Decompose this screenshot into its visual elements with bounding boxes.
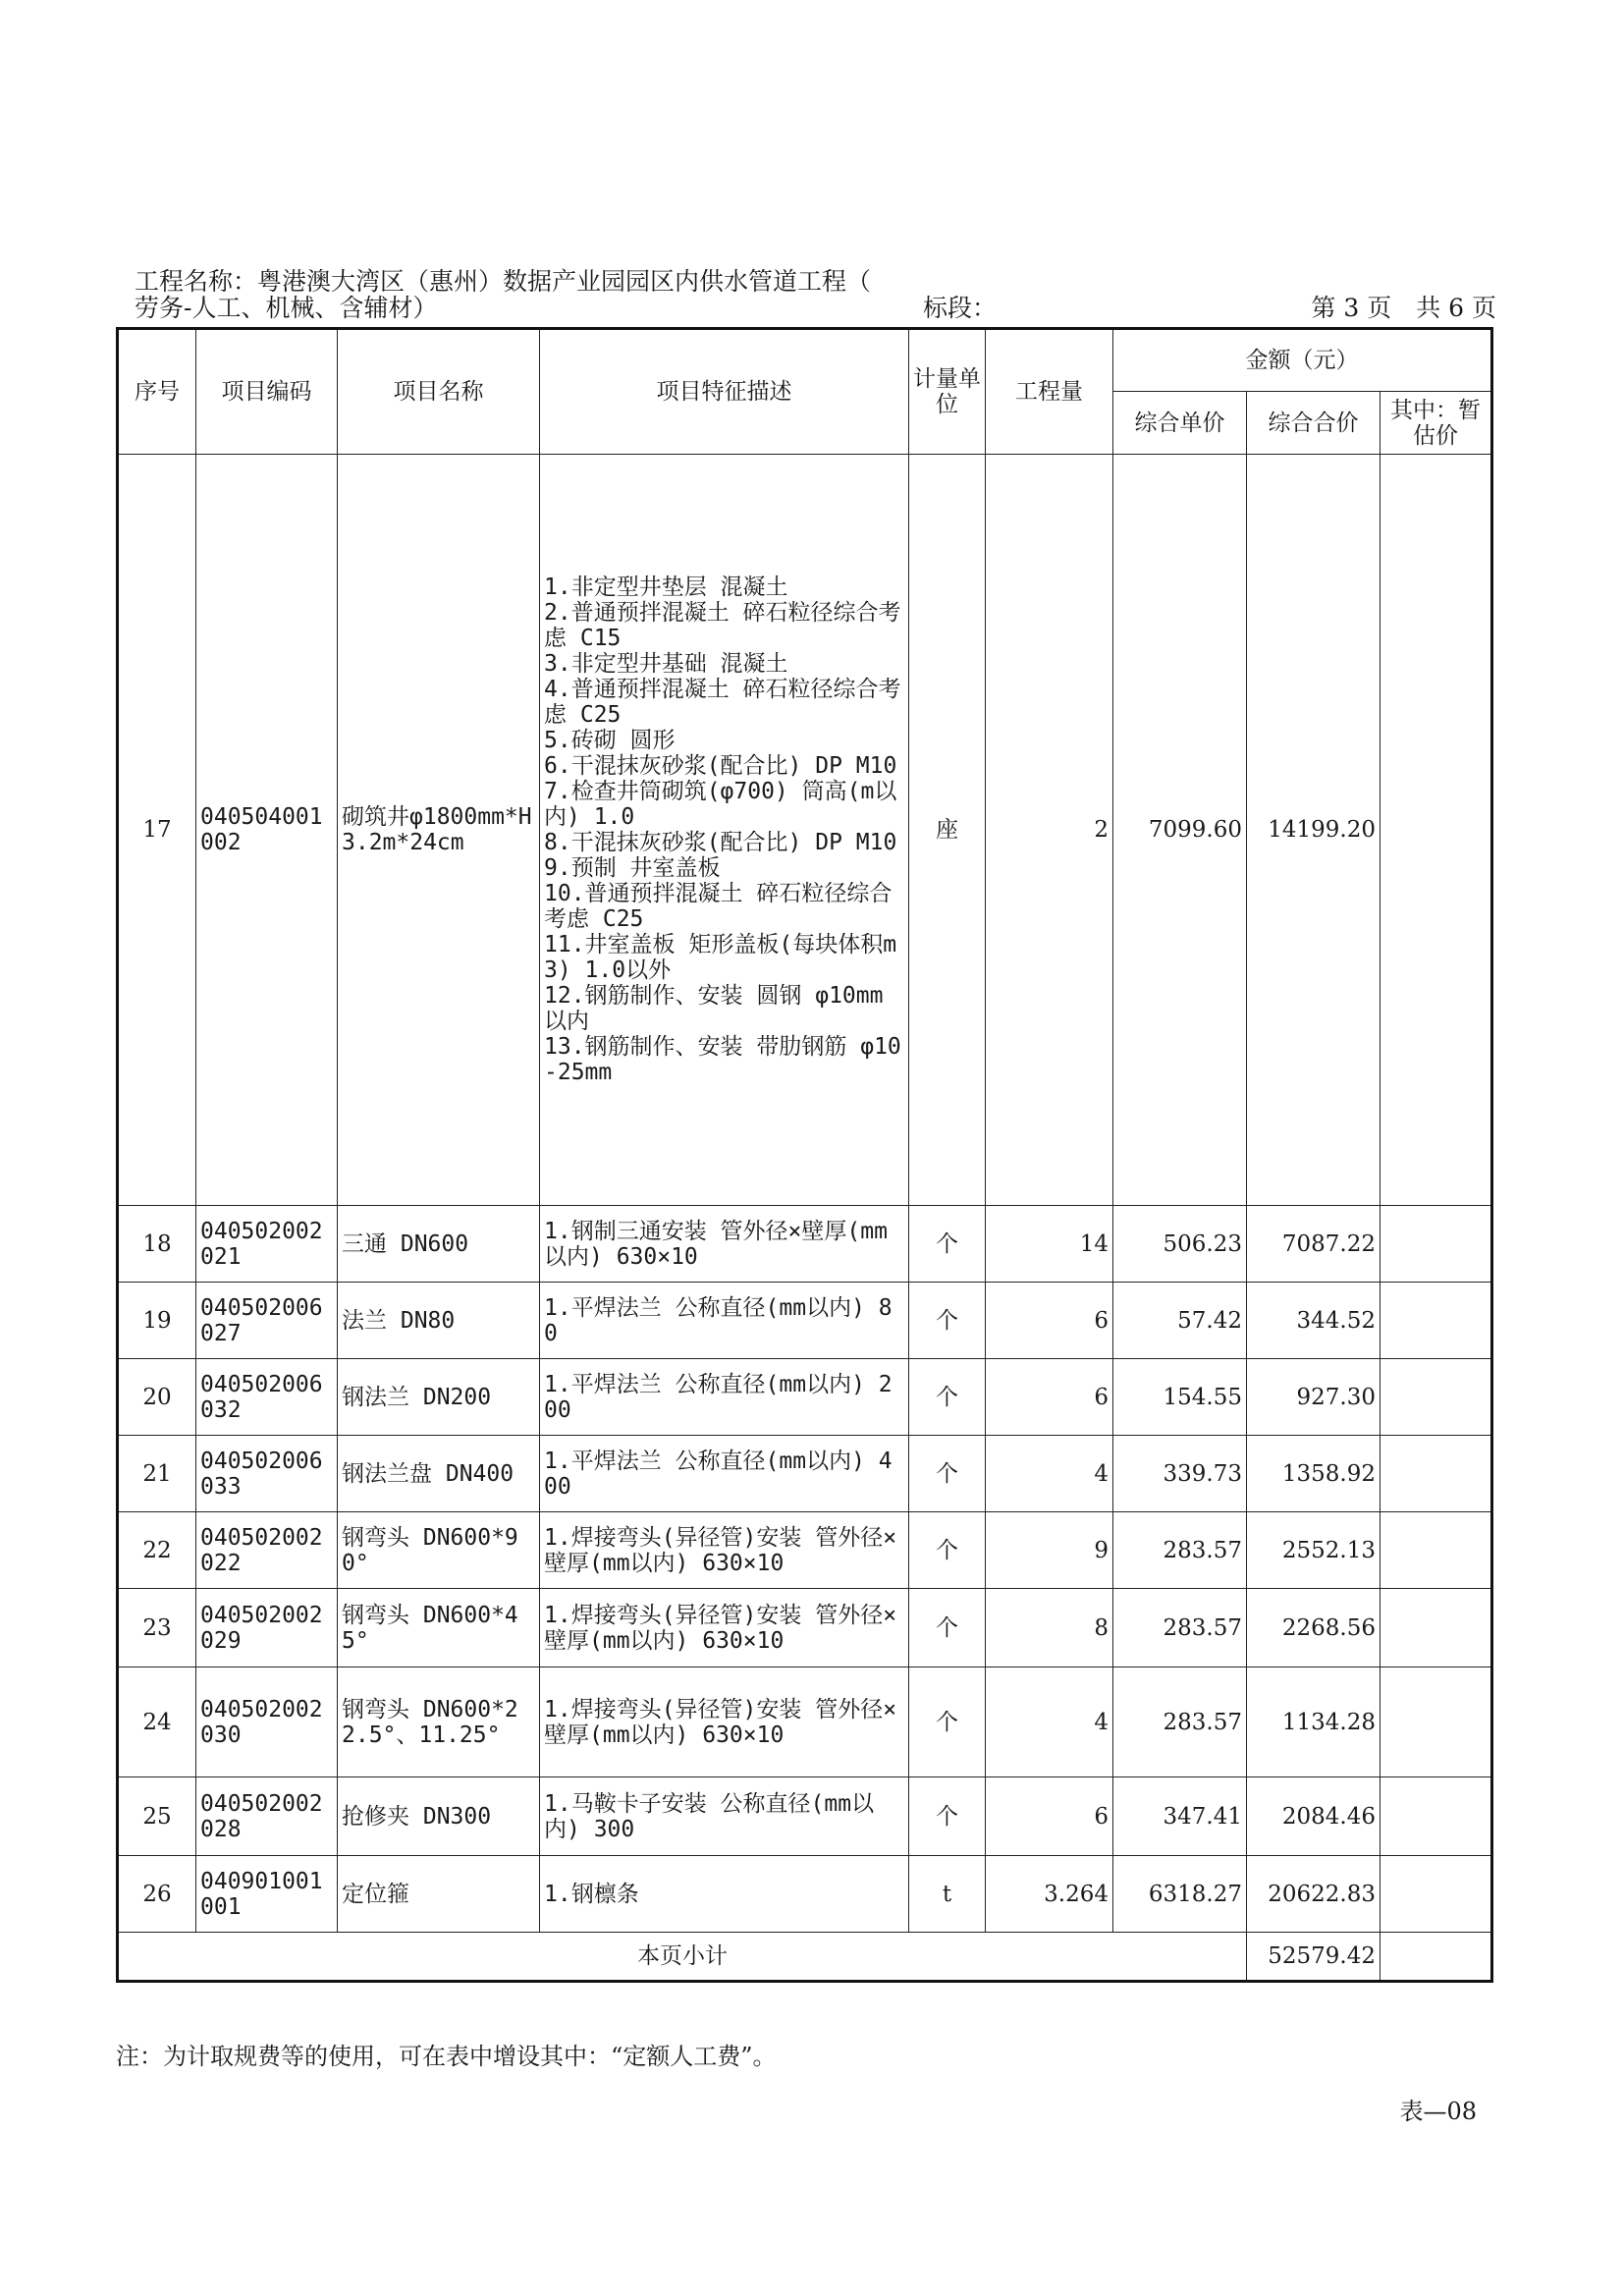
row-total-price: 927.30	[1247, 1359, 1380, 1436]
row-unit-price: 339.73	[1113, 1436, 1247, 1512]
table-row	[118, 1667, 1492, 1777]
row-name: 钢弯头 DN600*90°	[338, 1512, 540, 1589]
row-provisional	[1380, 455, 1492, 1206]
header-quantity: 工程量	[986, 329, 1113, 455]
row-name: 法兰 DN80	[338, 1283, 540, 1359]
row-code: 040502002021	[196, 1206, 338, 1283]
row-name: 抢修夹 DN300	[338, 1777, 540, 1856]
row-provisional	[1380, 1436, 1492, 1512]
row-total-price: 20622.83	[1247, 1856, 1380, 1933]
row-index: 20	[118, 1359, 196, 1436]
row-provisional	[1380, 1359, 1492, 1436]
row-unit: t	[909, 1856, 986, 1933]
project-name-line1: 工程名称：粤港澳大湾区（惠州）数据产业园园区内供水管道工程（	[135, 267, 872, 296]
row-unit: 个	[909, 1206, 986, 1283]
row-total-price: 344.52	[1247, 1283, 1380, 1359]
row-unit: 个	[909, 1667, 986, 1777]
row-code: 040504001002	[196, 455, 338, 1206]
row-index: 25	[118, 1777, 196, 1856]
row-unit: 个	[909, 1359, 986, 1436]
row-provisional	[1380, 1283, 1492, 1359]
row-provisional	[1380, 1856, 1492, 1933]
row-name: 定位箍	[338, 1856, 540, 1933]
row-description: 1.非定型井垫层 混凝土 2.普通预拌混凝土 碎石粒径综合考虑 C15 3.非定型井基础 混凝土 4.普通预拌混凝土 碎石粒径综合考虑 C25 5.砖砌 圆形 6.干混抹灰砂浆(配合比) DP M10 7.检查井筒砌筑(φ700) 筒高(m以内) 1.0 8.干混抹灰砂浆(配合比) DP M10 9.预制 井室盖板 10.普通预拌混凝土 碎石粒径综合考虑 C25 11.井室盖板 矩形盖板(每块体积m3) 1.0以外 12.钢筋制作、安装 圆钢 φ10mm以内 13.钢筋制作、安装 带肋钢筋 φ10-25mm	[540, 455, 909, 1206]
row-quantity: 6	[986, 1777, 1113, 1856]
row-name: 钢法兰 DN200	[338, 1359, 540, 1436]
row-code: 040502002030	[196, 1667, 338, 1777]
page-info: 第 3 页 共 6 页	[1311, 294, 1496, 322]
table-row	[118, 1856, 1492, 1933]
row-quantity: 4	[986, 1436, 1113, 1512]
row-code: 040502006027	[196, 1283, 338, 1359]
row-code: 040502006033	[196, 1436, 338, 1512]
row-quantity: 2	[986, 455, 1113, 1206]
subtotal-label: 本页小计	[118, 1933, 1247, 1982]
row-name: 钢弯头 DN600*45°	[338, 1589, 540, 1667]
row-description: 1.焊接弯头(异径管)安装 管外径×壁厚(mm以内) 630×10	[540, 1667, 909, 1777]
row-unit-price: 347.41	[1113, 1777, 1247, 1856]
row-code: 040502002022	[196, 1512, 338, 1589]
row-quantity: 6	[986, 1283, 1113, 1359]
table-row	[118, 1206, 1492, 1283]
row-provisional	[1380, 1589, 1492, 1667]
row-unit: 个	[909, 1436, 986, 1512]
row-index: 21	[118, 1436, 196, 1512]
bill-of-quantities-table	[116, 327, 1493, 1983]
row-unit-price: 283.57	[1113, 1667, 1247, 1777]
row-index: 23	[118, 1589, 196, 1667]
header-total-price: 综合合价	[1247, 392, 1380, 455]
row-name: 三通 DN600	[338, 1206, 540, 1283]
row-unit-price: 283.57	[1113, 1512, 1247, 1589]
table-row	[118, 1512, 1492, 1589]
row-description: 1.焊接弯头(异径管)安装 管外径×壁厚(mm以内) 630×10	[540, 1512, 909, 1589]
row-name: 砌筑井φ1800mm*H3.2m*24cm	[338, 455, 540, 1206]
row-code: 040502002028	[196, 1777, 338, 1856]
header-amount-group: 金额（元）	[1113, 329, 1492, 392]
row-total-price: 2552.13	[1247, 1512, 1380, 1589]
row-unit: 个	[909, 1512, 986, 1589]
row-description: 1.平焊法兰 公称直径(mm以内) 80	[540, 1283, 909, 1359]
row-unit: 个	[909, 1283, 986, 1359]
row-index: 18	[118, 1206, 196, 1283]
row-quantity: 3.264	[986, 1856, 1113, 1933]
row-description: 1.焊接弯头(异径管)安装 管外径×壁厚(mm以内) 630×10	[540, 1589, 909, 1667]
header-unit-price: 综合单价	[1113, 392, 1247, 455]
row-provisional	[1380, 1206, 1492, 1283]
row-total-price: 2268.56	[1247, 1589, 1380, 1667]
header-unit: 计量单位	[909, 329, 986, 455]
row-description: 1.平焊法兰 公称直径(mm以内) 400	[540, 1436, 909, 1512]
row-unit-price: 57.42	[1113, 1283, 1247, 1359]
row-description: 1.钢制三通安装 管外径×壁厚(mm以内) 630×10	[540, 1206, 909, 1283]
row-code: 040502002029	[196, 1589, 338, 1667]
row-unit-price: 283.57	[1113, 1589, 1247, 1667]
row-total-price: 7087.22	[1247, 1206, 1380, 1283]
table-row	[118, 1283, 1492, 1359]
row-quantity: 6	[986, 1359, 1113, 1436]
table-row	[118, 1359, 1492, 1436]
row-quantity: 4	[986, 1667, 1113, 1777]
row-description: 1.马鞍卡子安装 公称直径(mm以内) 300	[540, 1777, 909, 1856]
row-quantity: 8	[986, 1589, 1113, 1667]
section-label: 标段：	[923, 294, 998, 322]
footnote: 注：为计取规费等的使用，可在表中增设其中：“定额人工费”。	[116, 2043, 777, 2070]
row-index: 19	[118, 1283, 196, 1359]
row-index: 26	[118, 1856, 196, 1933]
row-provisional	[1380, 1667, 1492, 1777]
row-quantity: 14	[986, 1206, 1113, 1283]
row-provisional	[1380, 1512, 1492, 1589]
table-row	[118, 455, 1492, 1206]
row-quantity: 9	[986, 1512, 1113, 1589]
row-description: 1.钢檩条	[540, 1856, 909, 1933]
row-index: 24	[118, 1667, 196, 1777]
row-provisional	[1380, 1777, 1492, 1856]
row-total-price: 1358.92	[1247, 1436, 1380, 1512]
header-provisional: 其中：暂估价	[1380, 392, 1492, 455]
table-row	[118, 1436, 1492, 1512]
row-index: 17	[118, 455, 196, 1206]
row-unit-price: 7099.60	[1113, 455, 1247, 1206]
row-total-price: 2084.46	[1247, 1777, 1380, 1856]
project-name-line2: 劳务-人工、机械、含辅材）	[135, 294, 438, 322]
header-index: 序号	[118, 329, 196, 455]
row-name: 钢弯头 DN600*22.5°、11.25°	[338, 1667, 540, 1777]
row-index: 22	[118, 1512, 196, 1589]
row-unit: 个	[909, 1777, 986, 1856]
row-unit-price: 6318.27	[1113, 1856, 1247, 1933]
row-code: 040901001001	[196, 1856, 338, 1933]
subtotal-provisional	[1380, 1933, 1492, 1982]
row-name: 钢法兰盘 DN400	[338, 1436, 540, 1512]
row-description: 1.平焊法兰 公称直径(mm以内) 200	[540, 1359, 909, 1436]
subtotal-value: 52579.42	[1247, 1933, 1380, 1982]
row-unit: 座	[909, 455, 986, 1206]
row-code: 040502006032	[196, 1359, 338, 1436]
table-code: 表—08	[1399, 2098, 1477, 2125]
table-row	[118, 1777, 1492, 1856]
table-row	[118, 1589, 1492, 1667]
header-code: 项目编码	[196, 329, 338, 455]
row-total-price: 1134.28	[1247, 1667, 1380, 1777]
header-description: 项目特征描述	[540, 329, 909, 455]
row-unit-price: 506.23	[1113, 1206, 1247, 1283]
row-total-price: 14199.20	[1247, 455, 1380, 1206]
header-name: 项目名称	[338, 329, 540, 455]
subtotal-row	[118, 1933, 1492, 1982]
row-unit: 个	[909, 1589, 986, 1667]
row-unit-price: 154.55	[1113, 1359, 1247, 1436]
